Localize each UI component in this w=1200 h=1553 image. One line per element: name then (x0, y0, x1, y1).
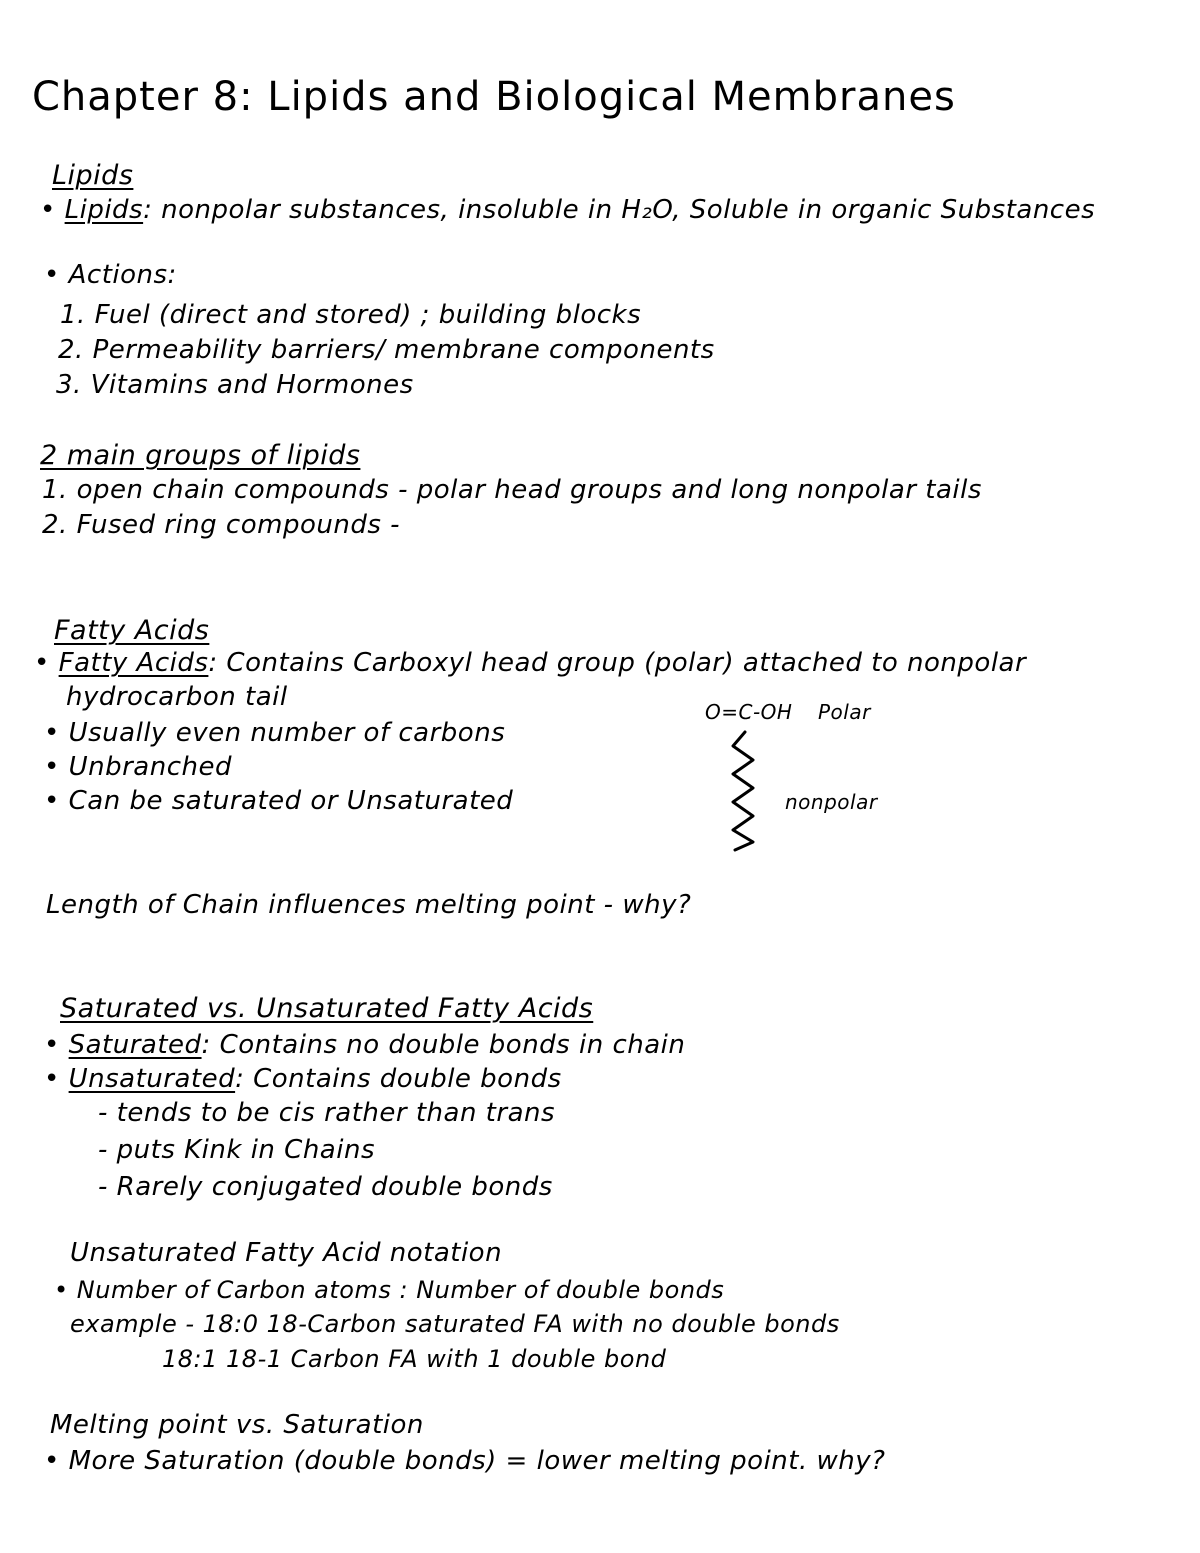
lipids-definition (40, 195, 1095, 225)
fatty-bullet (44, 752, 232, 782)
carboxyl-head-formula: O=C-OH (705, 700, 793, 724)
unsaturated-subpoint: - puts Kink in Chains (98, 1135, 375, 1165)
bullet-dot: • (44, 786, 69, 816)
notation-heading: Unsaturated Fatty Acid notation (70, 1238, 503, 1268)
unsaturated-subpoint: - tends to be cis rather than trans (98, 1098, 556, 1128)
page-title: Chapter 8: Lipids and Biological Membranes (32, 74, 956, 120)
hydrocarbon-tail-zigzag (725, 730, 775, 850)
polar-label: Polar (818, 700, 871, 724)
actions-label-text: Actions: (68, 260, 177, 290)
lipids-heading: Lipids (52, 160, 134, 191)
group-item: 1. open chain compounds - polar head groups and long nonpolar tails (42, 475, 982, 505)
lipids-term: Lipids (64, 195, 144, 225)
fatty-bullet (44, 718, 505, 748)
unsaturated-term: Unsaturated (68, 1064, 236, 1094)
bullet-dot: • (44, 718, 69, 748)
saturated-text: : Contains no double bonds in chain (201, 1030, 686, 1060)
notation-rule: • Number of Carbon atoms : Number of double bonds (54, 1276, 725, 1304)
melting-text: • More Saturation (double bonds) = lower melting point. why? (44, 1446, 886, 1476)
fatty-bullet-text: Can be saturated or Unsaturated (68, 786, 514, 816)
nonpolar-label: nonpolar (785, 790, 878, 814)
bullet-dot: • (44, 752, 69, 782)
fatty-acids-definition-text: : Contains Carboxyl head group (polar) attached to nonpolar (208, 648, 1027, 678)
bullet-dot: • (40, 195, 65, 225)
melting-heading: Melting point vs. Saturation (50, 1410, 424, 1440)
bullet-dot: • (44, 260, 69, 290)
action-item: 1. Fuel (direct and stored) ; building blocks (60, 300, 642, 330)
fatty-bullet-text: Unbranched (68, 752, 232, 782)
saturated-definition (44, 1030, 685, 1060)
unsaturated-text: : Contains double bonds (235, 1064, 562, 1094)
fatty-acids-heading: Fatty Acids (54, 615, 210, 646)
lipids-definition-text: : nonpolar substances, insoluble in H₂O, Soluble in organic Substances (143, 195, 1096, 225)
fatty-bullet-text: Usually even number of carbons (68, 718, 506, 748)
bullet-dot: • (44, 1064, 69, 1094)
fatty-acids-term: Fatty Acids (58, 648, 209, 678)
saturated-heading: Saturated vs. Unsaturated Fatty Acids (60, 993, 594, 1024)
saturated-term: Saturated (68, 1030, 202, 1060)
fatty-acids-definition-cont: hydrocarbon tail (66, 682, 288, 712)
actions-label (44, 260, 177, 290)
fatty-acids-definition (34, 648, 1026, 678)
groups-heading: 2 main groups of lipids (40, 440, 361, 471)
action-item: 2. Permeability barriers/ membrane components (58, 335, 715, 365)
unsaturated-subpoint: - Rarely conjugated double bonds (98, 1172, 553, 1202)
action-item: 3. Vitamins and Hormones (56, 370, 414, 400)
bullet-dot: • (44, 1030, 69, 1060)
fatty-bullet (44, 786, 513, 816)
notation-example: example - 18:0 18-Carbon saturated FA with no double bonds (70, 1310, 840, 1338)
unsaturated-definition (44, 1064, 562, 1094)
chain-length-note: Length of Chain influences melting point - why? (46, 890, 692, 920)
bullet-dot: • (34, 648, 59, 678)
group-item: 2. Fused ring compounds - (42, 510, 401, 540)
notation-example: 18:1 18-1 Carbon FA with 1 double bond (162, 1345, 667, 1373)
